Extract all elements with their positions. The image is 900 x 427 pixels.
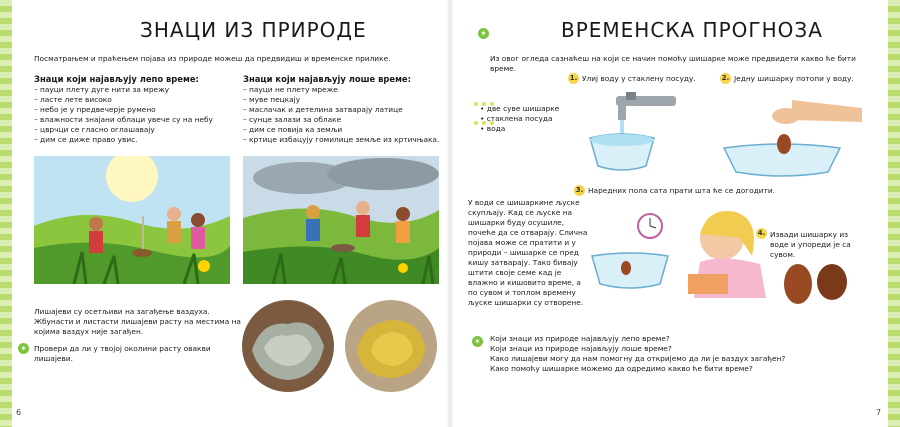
list-item: – кртице избацују гомилице земље из кртичњака.: [243, 135, 440, 144]
step-number: 2.: [721, 74, 730, 82]
step-1-illustration: [576, 90, 686, 178]
page-number-left: 6: [16, 408, 22, 417]
list-item: – ласте лете високо: [34, 95, 112, 104]
list-item: Како лишајеви могу да нам помогну да откријемо да ли је ваздух загађен?: [490, 354, 786, 363]
list-item: – дим се повија ка земљи: [243, 125, 343, 134]
left-intro-text: Посматрањем и праћењем појава из природе можеш да предвидиш и временске прилике.: [34, 54, 391, 63]
star-icon: ✶: [478, 28, 489, 39]
list-item: • две суве шишарке: [480, 104, 560, 113]
step-number: 3.: [575, 186, 584, 194]
materials-list: [480, 104, 580, 134]
lichen-text: Лишајеви су осетљиви на загађење ваздуха. Жбунасти и листасти лишајеви расту на местима на којима ваздух није загађен.: [34, 307, 241, 336]
step-2-text: Једну шишарку потопи у воду.: [734, 74, 854, 83]
list-item: – пауци плету дуге нити за мрежу: [34, 85, 170, 94]
page-number-right: 7: [876, 408, 882, 417]
pinecones-illustration: [780, 260, 850, 308]
good-weather-list: [34, 85, 244, 145]
list-item: – дим се диже право увис.: [34, 135, 138, 144]
lichen-photo-grey: [242, 300, 334, 392]
bad-weather-illustration: [243, 156, 439, 284]
bad-weather-list: [243, 85, 448, 145]
left-border-decoration: [0, 0, 12, 427]
right-intro-text: Из овог огледа сазнаћеш на који се начин помоћу шишарке може предвидети какво ће бити време.: [490, 54, 856, 73]
step-3-text: Наредних пола сата прати шта ће се догодити.: [588, 186, 776, 195]
explanation-text: У води се шишаркине љуске скупљају. Кад се љуске на шишарки буду осушиле, почеће да се отварају. Слична појава може се пратити и у природи – шишарке се пред кишу затварају. Тако бивају штити своје семе кад је влажно и кишовито време, а по сувом и топлом времену љуске шишарки су отворене.: [468, 198, 588, 307]
right-border-decoration: [888, 0, 900, 427]
book-gutter: [446, 0, 454, 427]
star-icon: ✶: [472, 336, 483, 347]
list-item: – муве пецкају: [243, 95, 301, 104]
bad-weather-heading: Знаци који најављују лоше време:: [243, 74, 411, 84]
good-weather-illustration: [34, 156, 230, 284]
step-3-illustration: [590, 198, 780, 298]
lichen-photo-yellow: [345, 300, 437, 392]
step-number: 1.: [569, 74, 578, 82]
list-item: – влажности знајани облаци увече су на небу: [34, 115, 213, 124]
list-item: – маслачак и детелина затварају латице: [243, 105, 403, 114]
good-weather-heading: Знаци који најављују лепо време:: [34, 74, 199, 84]
questions-list: [490, 334, 880, 374]
step-1-text: Улиј воду у стаклену посуду.: [582, 74, 696, 83]
step-2-illustration: [722, 100, 862, 180]
list-item: – небо је у предвечерје румено: [34, 105, 156, 114]
step-4-text: Извади шишарку из воде и упореди је са сувом.: [770, 230, 851, 259]
list-item: – цврчци се гласно оглашавају: [34, 125, 155, 134]
right-page-title: ВРЕМЕНСКА ПРОГНОЗА: [561, 18, 823, 42]
list-item: Како помоћу шишарке можемо да одредимо какво ће бити време?: [490, 364, 753, 373]
star-icon: ✶: [18, 343, 29, 354]
list-item: Који знаци из природе најављују лепо време?: [490, 334, 670, 343]
list-item: Који знаци из природе најављују лоше време?: [490, 344, 672, 353]
left-page: [12, 0, 450, 427]
list-item: – сунце залази за облаке: [243, 115, 342, 124]
step-number: 4.: [757, 229, 766, 237]
left-page-title: ЗНАЦИ ИЗ ПРИРОДЕ: [140, 18, 367, 42]
list-item: • вода: [480, 124, 506, 133]
list-item: • стаклена посуда: [480, 114, 553, 123]
list-item: – пауци не плету мреже: [243, 85, 338, 94]
check-lichens-text: Провери да ли у твојој околини расту овакви лишајеви.: [34, 344, 211, 363]
right-page: [450, 0, 888, 427]
